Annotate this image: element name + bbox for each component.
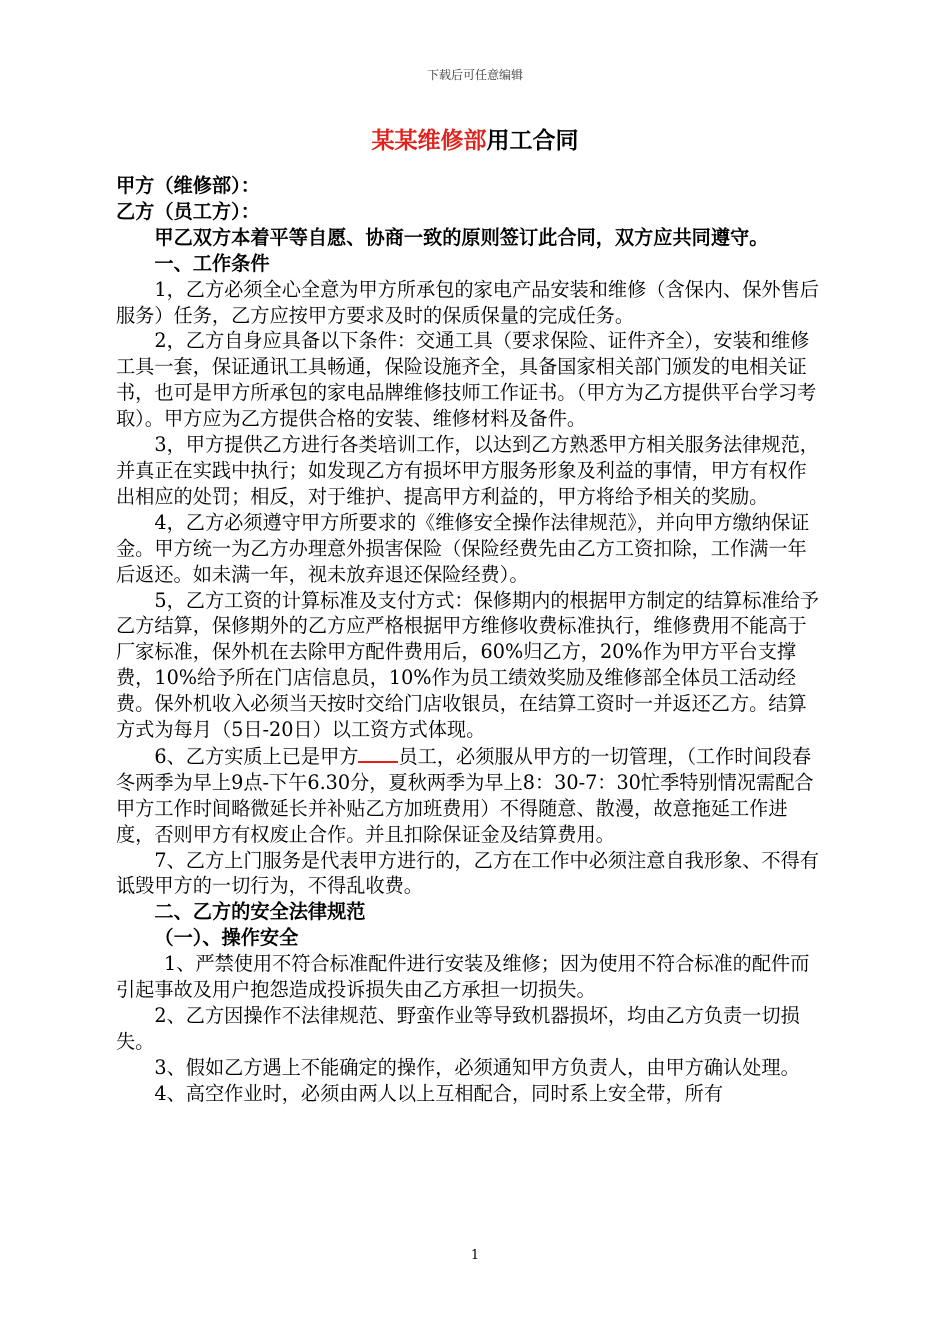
title-red-part: 某某维修部	[371, 127, 487, 154]
clause-6-after: 员工，必须服从甲方的一切管理，（工作时间段春冬两季为早上9点-下午6.30分，夏秋两季为早上8：30-7：30忙季特别情况需配合甲方工作时间略微延长并补贴乙方加班费用）不得随意、散漫，故意拖延工作进度，否则甲方有权废止合作。并且扣除保证金及结算费用。	[116, 744, 814, 846]
party-a-line: 甲方（维修部）：	[116, 174, 260, 197]
section-2-heading: 二、乙方的安全法律规范	[154, 900, 366, 924]
document-body	[116, 173, 820, 1107]
intro-paragraph: 甲乙双方本着平等自愿、协商一致的原则签订此合同，双方应共同遵守。	[154, 225, 769, 249]
clause-5: 5，乙方工资的计算标准及支付方式：保修期内的根据甲方制定的结算标准给予乙方结算，保修期外的乙方应严格根据甲方维修收费标准执行，维修费用不能高于厂家标准，保外机在去除甲方配件费用后，60%归乙方，20%作为甲方平台支撑费，10%给予所在门店信息员，10%作为员工绩效奖励及维修部全体员工活动经费。保外机收入必须当天按时交给门店收银员，在结算工资时一并返还乙方。结算方式为每月（5日-20日）以工资方式体现。	[116, 588, 819, 742]
clause-1: 1，乙方必须全心全意为甲方所承包的家电产品安装和维修（含保内、保外售后服务）任务，乙方应按甲方要求及时的保质保量的完成任务。	[116, 277, 819, 327]
clause-6-before: 6、乙方实质上已是甲方	[154, 744, 359, 768]
header-note: 下载后可任意编辑	[426, 68, 523, 82]
safety-clause-3: 3、假如乙方遇上不能确定的操作，必须通知甲方负责人，由甲方确认处理。	[154, 1055, 800, 1079]
document-title	[0, 122, 950, 155]
section-1-heading: 一、工作条件	[154, 251, 270, 275]
clause-2: 2，乙方自身应具备以下条件：交通工具（要求保险、证件齐全），安装和维修工具一套，保证通讯工具畅通，保险设施齐全，具备国家相关部门颁发的电相关证书，也可是甲方所承包的家电品牌维修技师工作证书。（甲方为乙方提供平台学习考取）。甲方应为乙方提供合格的安装、维修材料及备件。	[116, 329, 817, 431]
title-rest: 用工合同	[486, 127, 579, 154]
safety-clause-2: 2、乙方因操作不法律规范、野蛮作业等导致机器损坏，均由乙方负责一切损失。	[116, 1004, 800, 1053]
safety-clause-4: 4、高空作业时，必须由两人以上互相配合，同时系上安全带，所有	[154, 1081, 724, 1105]
clause-6	[116, 743, 820, 848]
safety-clause-1: 1、严禁使用不符合标准配件进行安装及维修；因为使用不符合标准的配件而引起事故及用户抱怨造成投诉损失由乙方承担一切损失。	[116, 952, 810, 1002]
clause-3: 3，甲方提供乙方进行各类培训工作，以达到乙方熟悉甲方相关服务法律规范，并真正在实践中执行；如发现乙方有损坏甲方服务形象及利益的事情，甲方有权作出相应的处罚；相反，对于维护、提高甲方利益的，甲方将给予相关的奖励。	[116, 433, 819, 508]
page-number: 1	[470, 1248, 480, 1263]
subsection-1-heading: （一）、操作安全	[154, 926, 299, 950]
blank-underline	[358, 743, 398, 763]
clause-4: 4，乙方必须遵守甲方所要求的《维修安全操作法律规范》，并向甲方缴纳保证金。甲方统一为乙方办理意外损害保险（保险经费先由乙方工资扣除，工作满一年后返还。如未满一年，视未放弃退还保险经费）。	[116, 510, 810, 586]
clause-7: 7、乙方上门服务是代表甲方进行的，乙方在工作中必须注意自我形象、不得有诋毁甲方的一切行为，不得乱收费。	[116, 848, 819, 898]
party-b-line: 乙方（员工方）：	[116, 199, 260, 223]
